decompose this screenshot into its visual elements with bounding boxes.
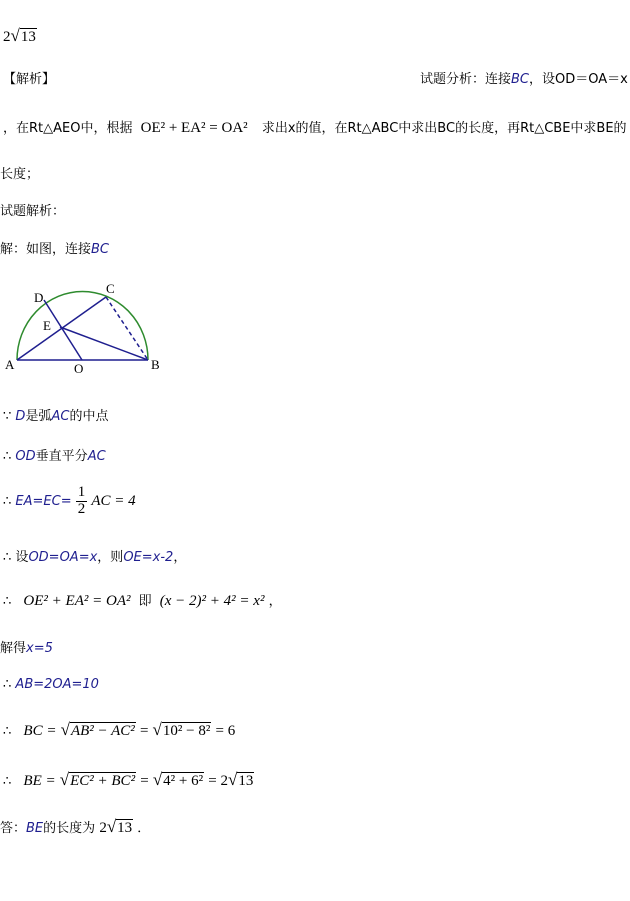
step-9-eq: = bbox=[140, 773, 149, 789]
analysis-line2-p1: ，在Rt△AEO中，根据 bbox=[3, 121, 133, 136]
answer-prefix: 答： bbox=[0, 821, 27, 836]
step-1-var: D bbox=[15, 409, 26, 424]
segment-eb bbox=[60, 327, 148, 360]
radical-sign: √ bbox=[59, 770, 70, 789]
step-2-text: 垂直平分 bbox=[35, 449, 88, 464]
step-2-var2: AC bbox=[87, 449, 106, 464]
step-8-lhs: BC = bbox=[23, 723, 57, 739]
step-5-tail: ， bbox=[268, 594, 282, 609]
step-4-text: 设 bbox=[15, 550, 29, 565]
radical-sign: √ bbox=[152, 720, 162, 739]
label-e: E bbox=[43, 318, 51, 333]
analysis-tag: 【解析】 bbox=[3, 72, 56, 87]
therefore-symbol: ∴ bbox=[3, 594, 12, 609]
step-8-radicand: AB² − AC² bbox=[70, 723, 135, 739]
answer-end: ． bbox=[137, 821, 151, 836]
fraction-one-half bbox=[76, 485, 88, 518]
step-8-result: = 6 bbox=[215, 723, 236, 739]
therefore-symbol: ∴ bbox=[3, 493, 12, 509]
label-c: C bbox=[106, 281, 115, 296]
radical-sign: √ bbox=[152, 770, 163, 789]
solution-intro-text: 解：如图，连接 bbox=[0, 242, 92, 257]
answer-radicand: 13 bbox=[20, 29, 36, 45]
analysis-line-2 bbox=[3, 117, 627, 137]
label-d: D bbox=[34, 290, 44, 305]
therefore-symbol: ∴ bbox=[3, 774, 12, 789]
analysis-line2-p2: 求出x的值，在Rt△ABC中求出BC的长度，再Rt△CBE中求BE的 bbox=[261, 121, 627, 136]
step-2 bbox=[3, 445, 106, 464]
analysis-bc: BC bbox=[511, 72, 530, 87]
step-4-var2: OE=x-2 bbox=[123, 550, 174, 565]
step-8-eq: = bbox=[139, 723, 149, 739]
radical-sign: √ bbox=[227, 770, 238, 789]
radical-sign: √ bbox=[60, 720, 70, 739]
radical-sign: √ bbox=[10, 26, 20, 45]
step-2-var: OD bbox=[15, 449, 36, 464]
step-5-mid: 即 bbox=[138, 594, 152, 609]
step-1 bbox=[3, 405, 108, 424]
analysis-formula: OE² + EA² = OA² bbox=[140, 120, 248, 136]
step-4-var: OD=OA=x bbox=[28, 550, 98, 565]
step-5 bbox=[3, 590, 282, 610]
answer-var: BE bbox=[26, 821, 44, 836]
step-3 bbox=[3, 485, 136, 518]
step-4 bbox=[3, 546, 186, 565]
analysis-line-3: 长度； bbox=[0, 167, 40, 182]
step-3-tail: AC = 4 bbox=[91, 492, 136, 509]
step-9 bbox=[3, 770, 254, 790]
step-5-formula: OE² + EA² = OA² bbox=[23, 593, 131, 609]
geometry-figure bbox=[0, 280, 175, 380]
step-8-radicand2: 10² − 8² bbox=[162, 723, 211, 739]
because-symbol: ∵ bbox=[3, 409, 12, 424]
analysis-summary bbox=[420, 68, 628, 87]
step-9-radicand: EC² + BC² bbox=[70, 773, 136, 789]
step-9-result-radicand: 13 bbox=[238, 773, 254, 789]
therefore-symbol: ∴ bbox=[3, 449, 12, 464]
fraction-numerator: 1 bbox=[77, 484, 86, 500]
answer-coef: 2 bbox=[3, 29, 11, 45]
radical-sign: √ bbox=[106, 817, 117, 836]
fraction-denominator: 2 bbox=[77, 500, 86, 517]
step-6 bbox=[0, 637, 53, 656]
solution-intro bbox=[0, 238, 109, 257]
label-o: O bbox=[74, 361, 84, 376]
analysis-prefix: 试题分析：连接 bbox=[420, 72, 512, 87]
step-9-radicand2: 4² + 6² bbox=[163, 773, 204, 789]
step-1-text: 是弧 bbox=[25, 409, 52, 424]
step-5-formula2: (x − 2)² + 4² = x² bbox=[159, 593, 265, 609]
step-3-var: EA=EC= bbox=[15, 493, 72, 509]
step-9-result: = 2 bbox=[208, 773, 228, 789]
therefore-symbol: ∴ bbox=[3, 677, 12, 692]
solution-intro-var: BC bbox=[91, 242, 110, 257]
top-answer bbox=[3, 26, 37, 46]
step-6-text: 解得 bbox=[0, 641, 27, 656]
step-8 bbox=[3, 720, 235, 740]
label-a: A bbox=[5, 357, 15, 372]
answer-text: 的长度为 bbox=[43, 821, 96, 836]
step-9-lhs: BE = bbox=[23, 773, 56, 789]
step-4-text2: ，则 bbox=[97, 550, 124, 565]
step-7-var: AB=2OA=10 bbox=[15, 677, 99, 692]
answer-coef: 2 bbox=[99, 820, 107, 836]
step-1-var2: AC bbox=[51, 409, 70, 424]
step-4-text3: ， bbox=[173, 550, 187, 565]
solution-heading: 试题解析： bbox=[0, 204, 66, 219]
step-1-text2: 的中点 bbox=[69, 409, 109, 424]
label-b: B bbox=[151, 357, 160, 372]
answer-radicand: 13 bbox=[117, 820, 133, 836]
step-6-var: x=5 bbox=[26, 641, 53, 656]
therefore-symbol: ∴ bbox=[3, 724, 12, 739]
final-answer bbox=[0, 817, 150, 837]
step-7 bbox=[3, 677, 99, 692]
therefore-symbol: ∴ bbox=[3, 550, 12, 565]
analysis-suffix: ，设OD＝OA＝x bbox=[529, 72, 628, 87]
